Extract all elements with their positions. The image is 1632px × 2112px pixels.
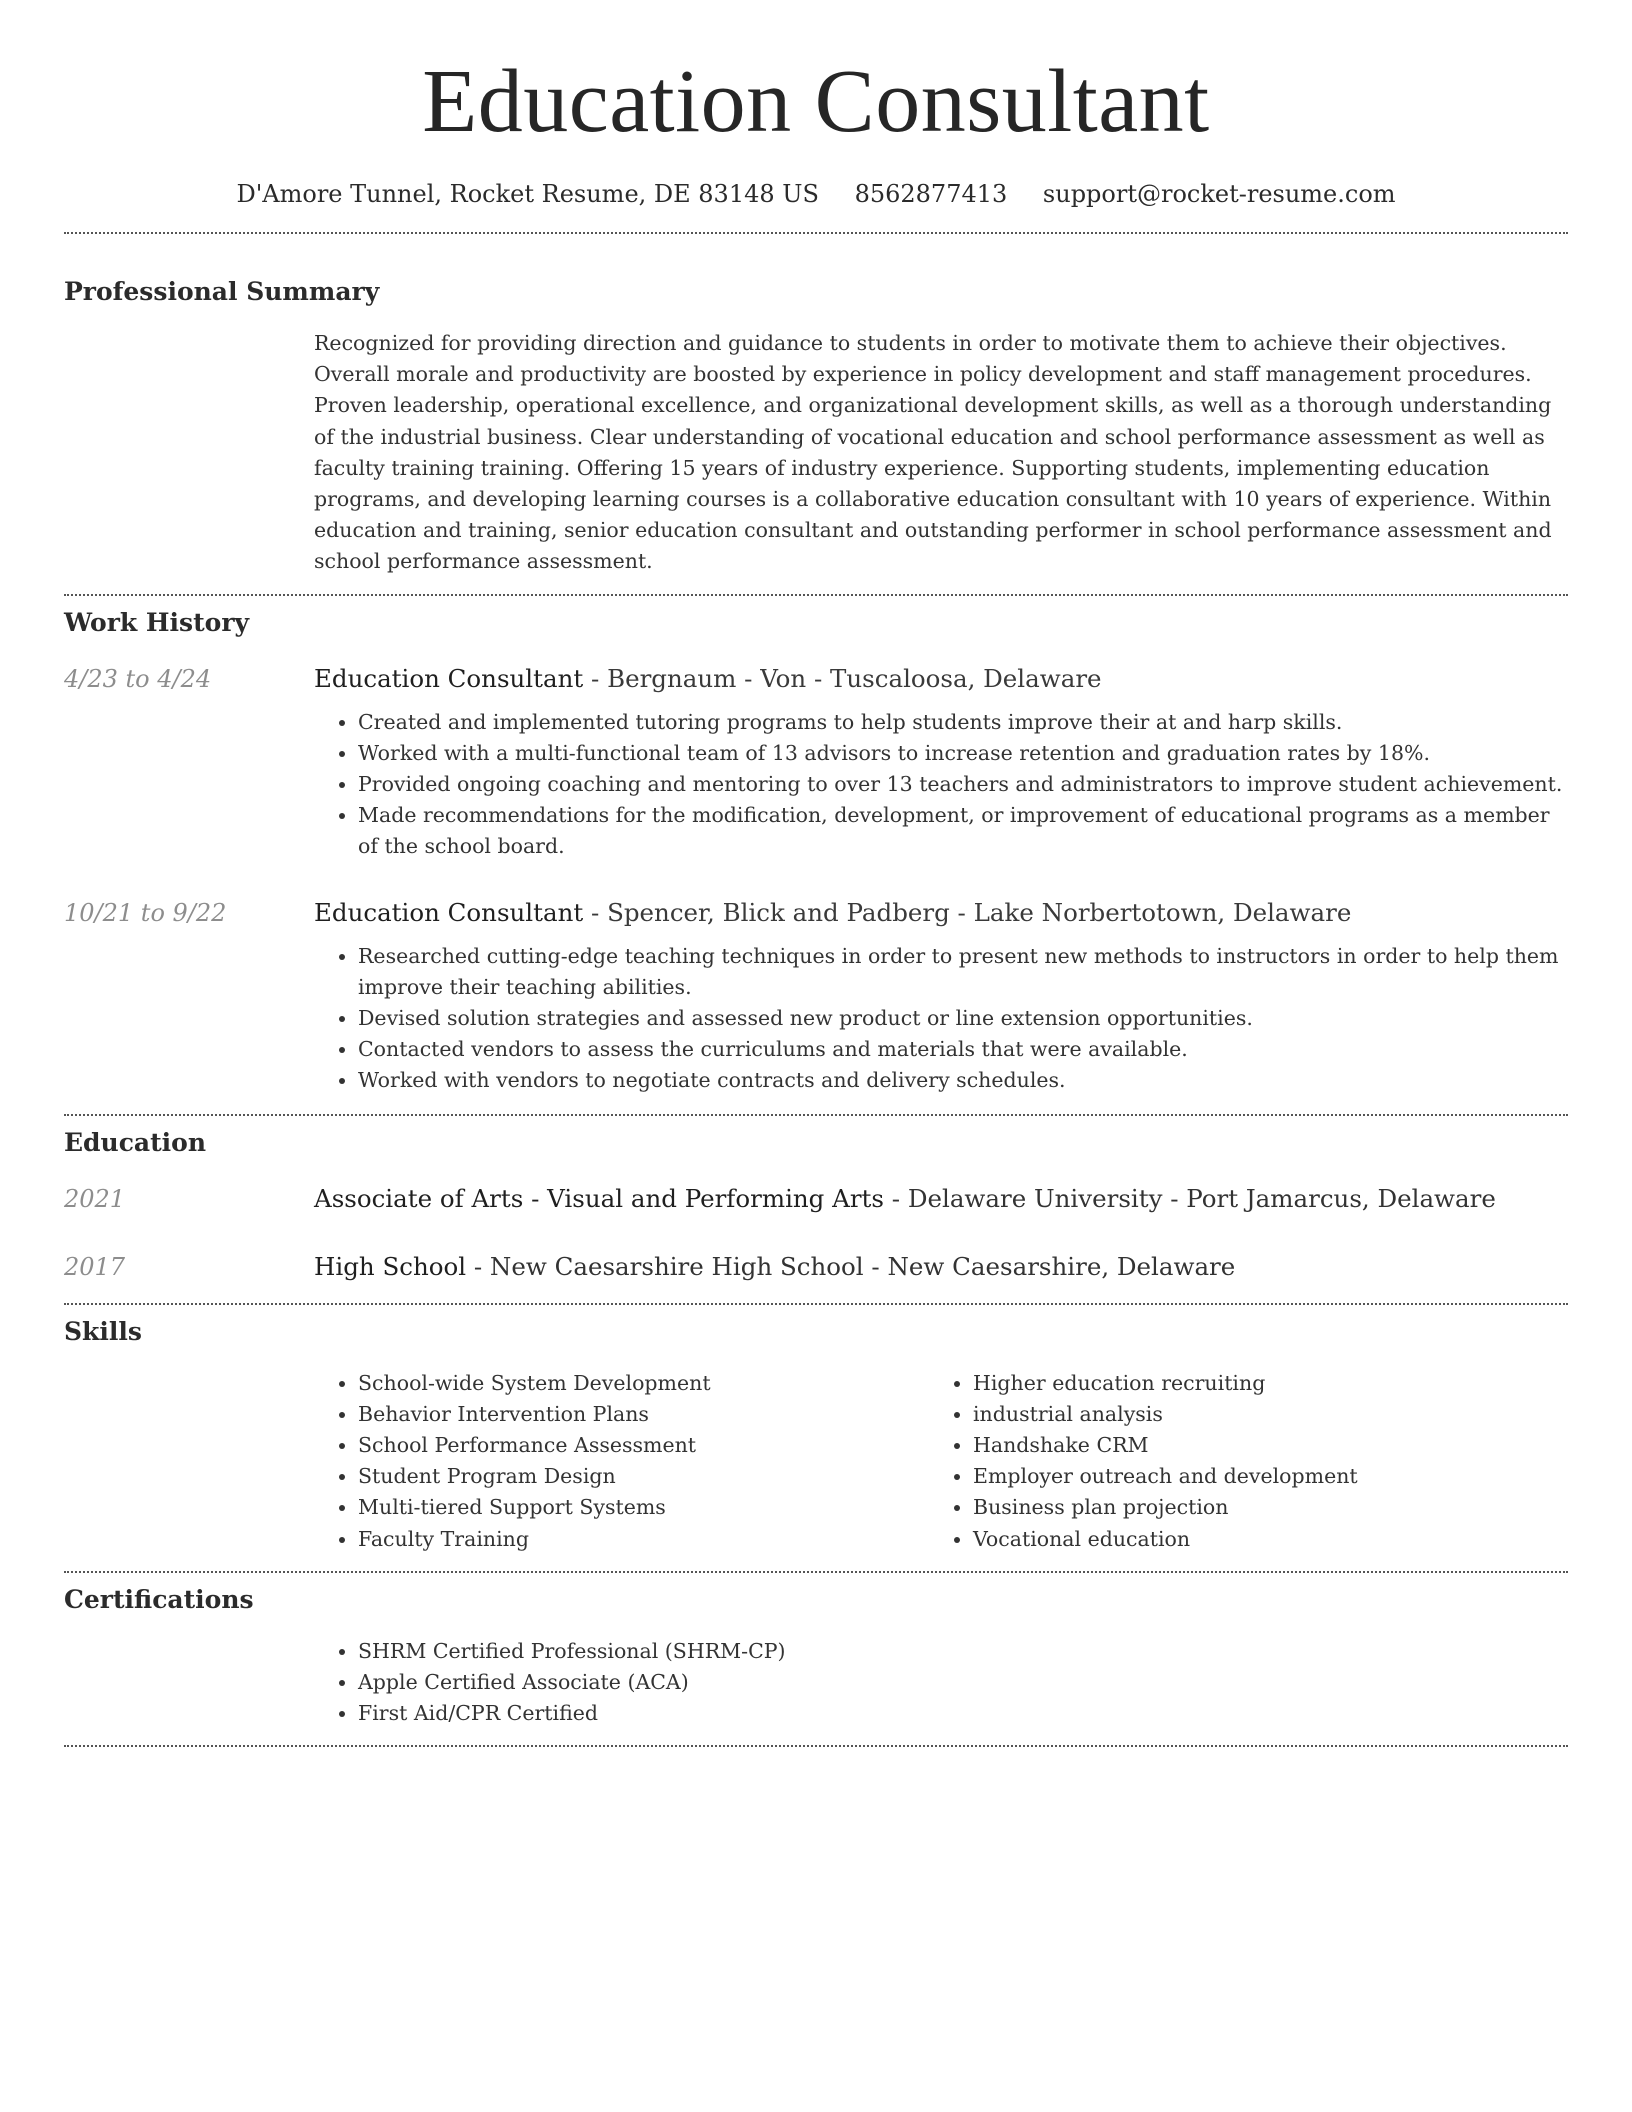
job-role: Education Consultant: [314, 663, 584, 693]
education-entry: [64, 1251, 1568, 1283]
divider: [64, 594, 1568, 596]
divider: [64, 1114, 1568, 1116]
summary-row: [64, 328, 1568, 578]
job-bullets: [314, 707, 1568, 863]
list-item: • Made recommendations for the modification, development, or improvement of educational programs as a member of the school board.: [358, 800, 1568, 862]
resume-title: Education Consultant: [422, 52, 1210, 151]
contact-line: [64, 178, 1568, 210]
education-details: - Delaware University - Port Jamarcus, Delaware: [883, 1183, 1496, 1213]
divider: [64, 1745, 1568, 1747]
education-degree: High School: [314, 1251, 467, 1281]
list-item: • School Performance Assessment: [358, 1430, 929, 1461]
divider: [64, 232, 1568, 234]
list-item: • Contacted vendors to assess the curriculums and materials that were available.: [358, 1034, 1568, 1065]
skills-list: [929, 1368, 1544, 1555]
list-item: • Apple Certified Associate (ACA): [358, 1667, 1568, 1698]
education-year: 2017: [64, 1252, 126, 1281]
skills-columns: [314, 1368, 1568, 1555]
education-details: - New Caesarshire High School - New Caesarshire, Delaware: [466, 1251, 1236, 1281]
list-item: • Worked with vendors to negotiate contracts and delivery schedules.: [358, 1065, 1568, 1096]
list-item: • Devised solution strategies and assessed new product or line extension opportunities.: [358, 1003, 1568, 1034]
job-dates: 10/21 to 9/22: [64, 898, 227, 927]
contact-email: support@rocket-resume.com: [1042, 180, 1396, 208]
certifications-row: [64, 1636, 1568, 1730]
list-item: • Business plan projection: [973, 1492, 1544, 1523]
list-item: • Handshake CRM: [973, 1430, 1544, 1461]
list-item: • Behavior Intervention Plans: [358, 1399, 929, 1430]
contact-phone: 8562877413: [854, 180, 1008, 208]
contact-address: D'Amore Tunnel, Rocket Resume, DE 83148 US: [236, 180, 819, 208]
list-item: • Faculty Training: [358, 1524, 929, 1555]
list-item: • Researched cutting-edge teaching techniques in order to present new methods to instructors in order to help them improve their teaching abilities.: [358, 941, 1568, 1003]
job-entry: [64, 897, 1568, 1097]
list-item: • Provided ongoing coaching and mentoring to over 13 teachers and administrators to improve student achievement.: [358, 769, 1568, 800]
certifications-heading: Certifications: [64, 1584, 254, 1614]
job-title: [314, 663, 1568, 695]
job-body: [314, 897, 1568, 1097]
divider: [64, 1571, 1568, 1573]
list-item: • SHRM Certified Professional (SHRM-CP): [358, 1636, 1568, 1667]
education-degree: Associate of Arts - Visual and Performing Arts: [314, 1183, 884, 1213]
job-details: - Bergnaum - Von - Tuscaloosa, Delaware: [583, 663, 1102, 693]
list-item: • Vocational education: [973, 1524, 1544, 1555]
job-details: - Spencer, Blick and Padberg - Lake Norbertotown, Delaware: [583, 897, 1352, 927]
job-title: [314, 897, 1568, 929]
resume-page: [64, 0, 1568, 1747]
job-dates: 4/23 to 4/24: [64, 664, 212, 693]
list-item: • First Aid/CPR Certified: [358, 1698, 1568, 1729]
job-body: [314, 663, 1568, 863]
list-item: • industrial analysis: [973, 1399, 1544, 1430]
job-role: Education Consultant: [314, 897, 584, 927]
summary-heading: Professional Summary: [64, 277, 380, 306]
education-title: [314, 1183, 1568, 1215]
list-item: • Created and implemented tutoring programs to help students improve their at and harp skills.: [358, 707, 1568, 738]
list-item: • Worked with a multi-functional team of 13 advisors to increase retention and graduation rates by 18%.: [358, 738, 1568, 769]
list-item: • Multi-tiered Support Systems: [358, 1492, 929, 1523]
summary-text: Recognized for providing direction and guidance to students in order to motivate them to achieve their objectives. Overall morale and productivity are boosted by experience in policy development and staff management procedures. Proven leadership, operational excellence, and organizational development skills, as well as a thorough understanding of the industrial business. Clear understanding of vocational education and school performance assessment as well as faculty training training. Offering 15 years of industry experience. Supporting students, implementing education programs, and developing learning courses is a collaborative education consultant with 10 years of experience. Within education and training, senior education consultant and outstanding performer in school performance assessment and school performance assessment.: [314, 331, 1552, 574]
list-item: • School-wide System Development: [358, 1368, 929, 1399]
certifications-body: [314, 1636, 1568, 1730]
education-year: 2021: [64, 1184, 126, 1213]
certifications-list: [314, 1636, 1568, 1730]
divider: [64, 1303, 1568, 1305]
job-bullets: [314, 941, 1568, 1097]
list-item: • Employer outreach and development: [973, 1461, 1544, 1492]
job-entry: [64, 663, 1568, 863]
skills-heading: Skills: [64, 1316, 142, 1346]
education-entry: [64, 1183, 1568, 1215]
list-item: • Higher education recruiting: [973, 1368, 1544, 1399]
list-item: • Student Program Design: [358, 1461, 929, 1492]
education-title: [314, 1251, 1568, 1283]
work-heading: Work History: [64, 607, 250, 637]
skills-row: [64, 1368, 1568, 1555]
education-heading: Education: [64, 1127, 207, 1157]
skills-list: [314, 1368, 929, 1555]
